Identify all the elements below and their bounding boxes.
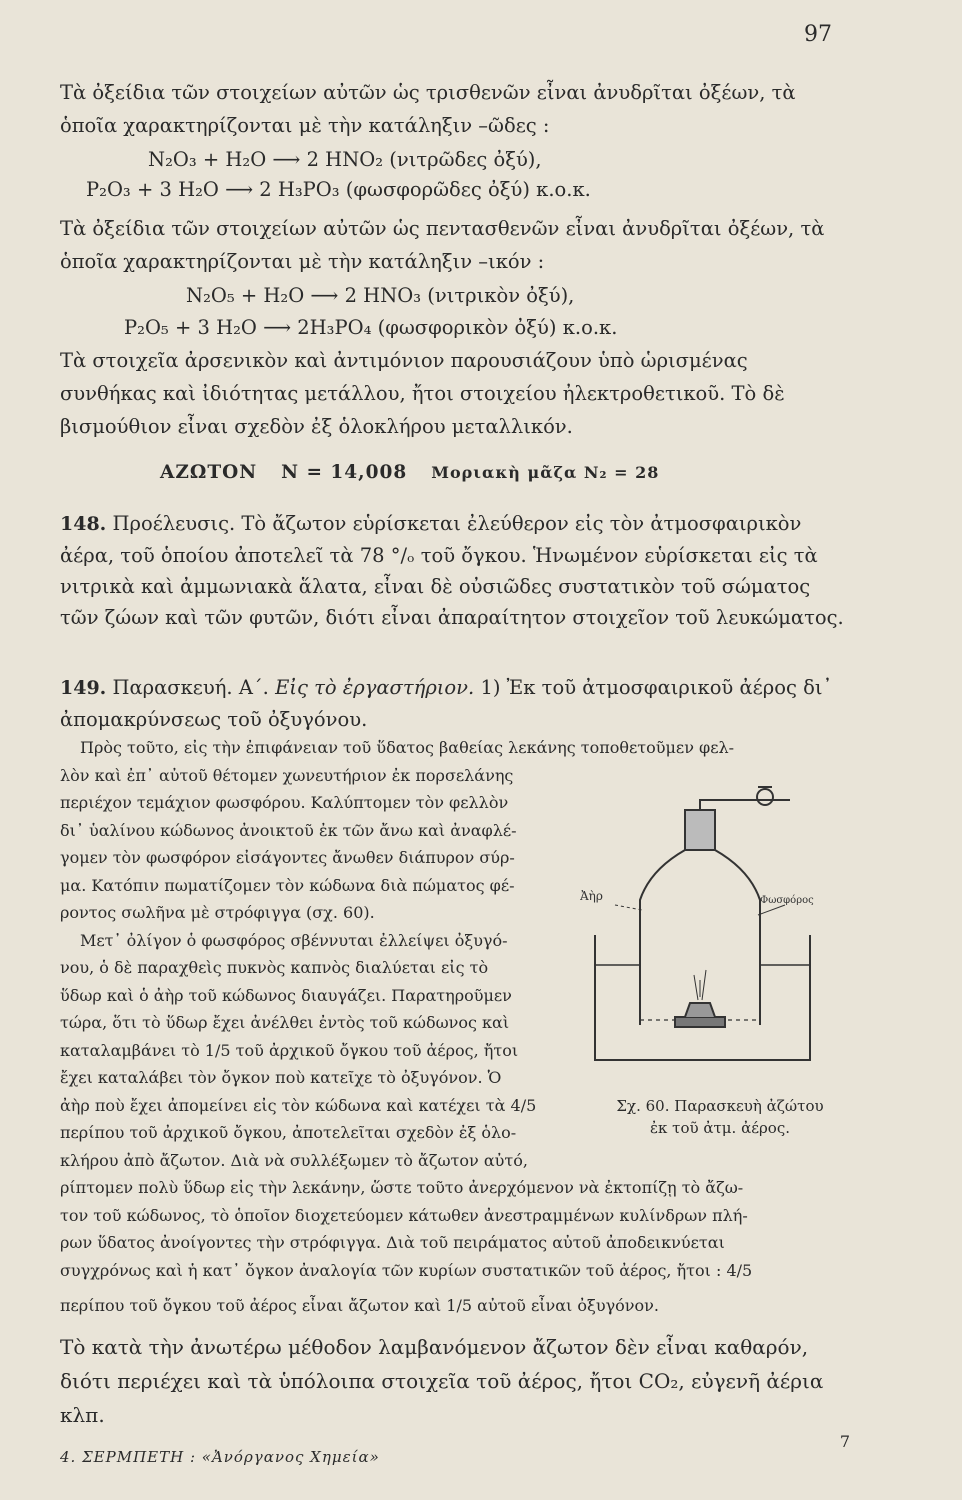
signature-mark: 7 [839, 1432, 850, 1451]
experiment-line: δι᾽ ὑαλίνου κώδωνος ἀνοικτοῦ ἐκ τῶν ἄνω καὶ ἀναφλέ- [60, 820, 517, 840]
section-149-title: Παρασκευή. Α΄. [112, 676, 269, 699]
experiment-line: γομεν τὸν φωσφόρον εἰσάγοντες ἄνωθεν διάπυρον σύρ- [60, 848, 515, 867]
paragraph-arsenic-antimony: Τὰ στοιχεῖα ἀρσενικὸν καὶ ἀντιμόνιον παρουσιάζουν ὑπὸ ὡρισμένας συνθήκας καὶ ἰδιότητας μετάλλου, ἤτοι στοιχείου ἠλεκτροθετικοῦ. Τὸ δὲ βισμούθιον εἶναι σχεδὸν ἐξ ὁλοκλήρου μεταλλικόν. [60, 349, 785, 438]
experiment-line: Μετ᾽ ὀλίγον ὁ φωσφόρος σβέννυται ἐλλείψει ὀξυγό- [80, 930, 508, 950]
section-149-preparation [60, 672, 850, 735]
experiment-line: νου, ὁ δὲ παραχθεὶς πυκνὸς καπνὸς διαλύεται εἰς τὸ [60, 958, 489, 977]
figure-label-phosphor: Φωσφόρος [760, 895, 814, 906]
bell-jar [640, 850, 760, 1025]
experiment-line: τώρα, ὅτι τὸ ὕδωρ ἔχει ἀνέλθει ἐντὸς τοῦ κώδωνος καὶ [60, 1013, 510, 1032]
section-149-text: 1) Ἐκ τοῦ ἀτμοσφαιρικοῦ ἀέρος δι᾽ ἀπομακρύνσεως τοῦ ὀξυγόνου. [60, 676, 833, 731]
figure-label-air: Ἀὴρ [580, 889, 603, 903]
figure-60-apparatus [580, 775, 850, 1105]
crucible [685, 1003, 715, 1017]
paragraph-pentavalent-oxides: Τὰ ὀξείδια τῶν στοιχείων αὐτῶν ὡς πεντασθενῶν εἶναι ἀνυδρῖται ὀξέων, τὰ ὁποῖα χαρακτηρίζονται μὲ τὴν κατάληξιν –ικόν : [60, 217, 825, 273]
outlet-tube [700, 800, 790, 810]
heading-formula: N = 14,008 [281, 462, 408, 483]
experiment-line: μα. Κατόπιν πωματίζομεν τὸν κώδωνα διὰ πώματος φέ- [60, 875, 515, 895]
heading-molar-mass: Μοριακὴ μᾶζα N₂ = 28 [431, 463, 660, 482]
experiment-line: ρίπτομεν πολὺ ὕδωρ εἰς τὴν λεκάνην, ὥστε τοῦτο ἀνερχόμενον νὰ ἐκτοπίζῃ τὸ ἄζω- [60, 1178, 744, 1197]
stopper [685, 810, 715, 850]
experiment-line: Πρὸς τοῦτο, εἰς τὴν ἐπιφάνειαν τοῦ ὕδατος βαθείας λεκάνης τοποθετοῦμεν φελ- [80, 738, 735, 757]
caption-line: Σχ. 60. Παρασκευὴ ἀζώτου [616, 1097, 824, 1115]
experiment-line: περίπου τοῦ ὄγκου τοῦ ἀέρος εἶναι ἄζωτον καὶ 1/5 αὐτοῦ εἶναι ὀξυγόνον. [60, 1296, 659, 1315]
smoke-lines [694, 970, 706, 1000]
experiment-line: ἀὴρ ποὺ ἔχει ἀπομείνει εἰς τὸν κώδωνα καὶ κατέχει τὰ 4/5 [60, 1095, 537, 1115]
experiment-line: καταλαμβάνει τὸ 1/5 τοῦ ἀρχικοῦ ὄγκου τοῦ ἀέρος, ἤτοι [60, 1040, 519, 1060]
experiment-line: περιέχον τεμάχιον φωσφόρου. Καλύπτομεν τὸν φελλὸν [60, 793, 509, 812]
section-148-origin [60, 508, 850, 633]
page-number: 97 [804, 22, 832, 47]
stopcock [757, 789, 773, 805]
section-149-subtitle: Εἰς τὸ ἐργαστήριον. [275, 676, 475, 699]
experiment-line: τον τοῦ κώδωνος, τὸ ὁποῖον διοχετεύομεν κάτωθεν ἀνεστραμμένων κυλίνδρων πλή- [60, 1205, 748, 1225]
paragraph-trivalent-oxides: Τὰ ὀξείδια τῶν στοιχείων αὐτῶν ὡς τρισθενῶν εἶναι ἀνυδρῖται ὀξέων, τὰ ὁποῖα χαρακτηρίζονται μὲ τὴν κατάληξιν –ῶδες : [60, 81, 796, 137]
section-148-text: Τὸ ἄζωτον εὑρίσκεται ἐλεύθερον εἰς τὸν ἀτμοσφαιρικὸν ἀέρα, τοῦ ὁποίου ἀποτελεῖ τὰ 78 °/ₒ τοῦ ὄγκου. Ἡνωμένον εὑρίσκεται εἰς τὰ νιτρικὰ καὶ ἀμμωνιακὰ ἅλατα, εἶναι δὲ οὐσιῶδες συστατικὸν τοῦ σώματος τῶν ζώων καὶ τῶν φυτῶν, διότι εἶναι ἀπαραίτητον στοιχεῖον τοῦ λευκώματος. [60, 512, 844, 629]
heading-title: ΑΖΩΤΟΝ [160, 462, 258, 483]
paragraph-impure-nitrogen: Τὸ κατὰ τὴν ἀνωτέρω μέθοδον λαμβανόμενον ἄζωτον δὲν εἶναι καθαρόν, διότι περιέχει καὶ τὰ ὑπόλοιπα στοιχεῖα τοῦ ἀέρος, ἤτοι CO₂, εὐγενῆ ἀέρια κλπ. [60, 1335, 824, 1427]
section-148-number: 148. [60, 513, 107, 535]
figure-caption [590, 1095, 850, 1139]
section-heading-nitrogen [160, 462, 659, 483]
experiment-line: κλήρου ἀπὸ ἄζωτον. Διὰ νὰ συλλέξωμεν τὸ ἄζωτον αὐτό, [60, 1150, 528, 1170]
experiment-line: λὸν καὶ ἐπ᾽ αὐτοῦ θέτομεν χωνευτήριον ἐκ πορσελάνης [60, 765, 514, 785]
experiment-line: ἔχει καταλάβει τὸν ὄγκον ποὺ κατεῖχε τὸ ὀξυγόνον. Ὁ [60, 1068, 502, 1087]
equation-nitric-acid: N₂O₅ + H₂O ⟶ 2 HNO₃ (νιτρικὸν ὀξύ), [186, 284, 575, 307]
page-footer: 4. ΣΕΡΜΠΕΤΗ : «Ἀνόργανος Χημεία» [60, 1448, 380, 1466]
experiment-line: ροντος σωλῆνα μὲ στρόφιγγα (σχ. 60). [60, 903, 375, 922]
equation-nitrous-acid: N₂O₃ + H₂O ⟶ 2 HNO₂ (νιτρῶδες ὀξύ), [148, 148, 542, 171]
experiment-line: συγχρόνως καὶ ἡ κατ᾽ ὄγκον ἀναλογία τῶν κυρίων συστατικῶν τοῦ ἀέρος, ἤτοι : 4/5 [60, 1260, 753, 1280]
experiment-line: ὕδωρ καὶ ὁ ἀὴρ τοῦ κώδωνος διαυγάζει. Παρατηροῦμεν [60, 985, 512, 1005]
experiment-line: ρων ὕδατος ἀνοίγοντες τὴν στρόφιγγα. Διὰ τοῦ πειράματος αὐτοῦ ἀποδεικνύεται [60, 1233, 725, 1252]
experiment-line: περίπου τοῦ ἀρχικοῦ ὄγκου, ἀποτελεῖται σχεδὸν ἐξ ὁλο- [60, 1123, 517, 1142]
equation-phosphoric-acid: P₂O₅ + 3 H₂O ⟶ 2H₃PO₄ (φωσφορικὸν ὀξύ) κ.ο.κ. [124, 316, 618, 339]
equation-phosphorous-acid: P₂O₃ + 3 H₂O ⟶ 2 H₃PO₃ (φωσφορῶδες ὀξύ) κ.ο.κ. [86, 178, 591, 201]
section-149-number: 149. [60, 677, 107, 699]
section-148-title: Προέλευσις. [112, 512, 236, 535]
cork-float [675, 1017, 725, 1027]
caption-line: ἐκ τοῦ ἀτμ. ἀέρος. [649, 1119, 791, 1137]
